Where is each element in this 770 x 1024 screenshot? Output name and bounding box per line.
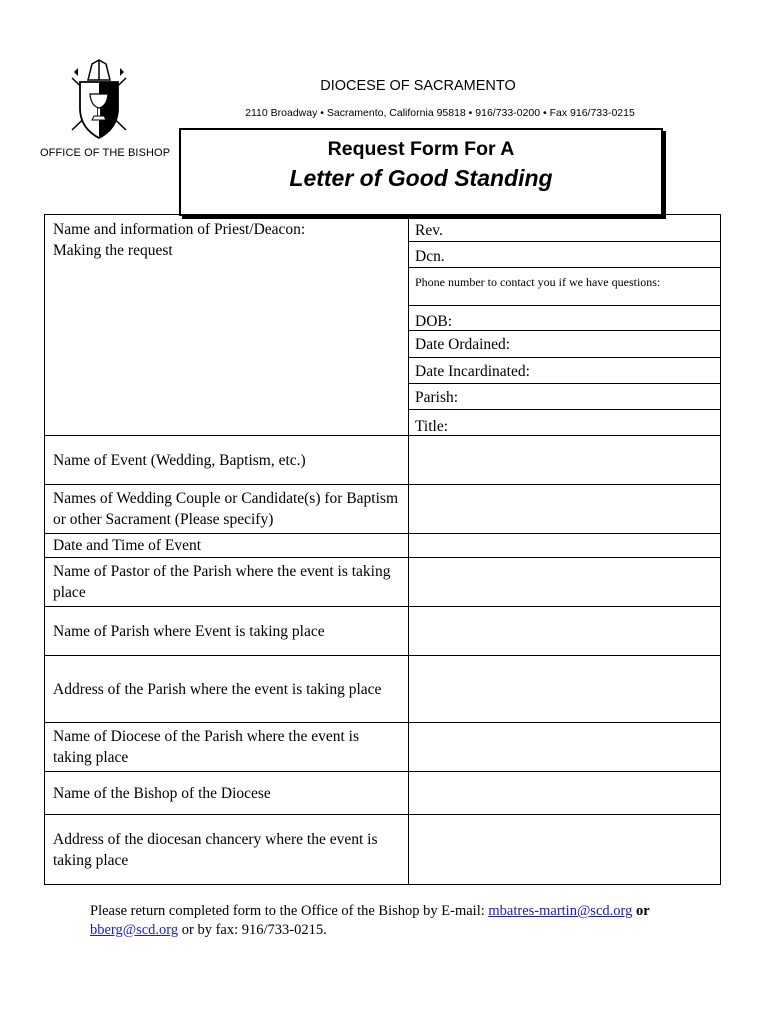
form-row-label: Name of Event (Wedding, Baptism, etc.) xyxy=(45,436,409,485)
parish-field[interactable]: Parish: xyxy=(409,384,720,410)
form-row-label: Date and Time of Event xyxy=(45,534,409,558)
requester-label-cell xyxy=(45,215,409,436)
form-row-label: Name of Pastor of the Parish where the event is taking place xyxy=(45,558,409,607)
diocese-crest-logo xyxy=(66,58,132,142)
footer-text-before: Please return completed form to the Office of the Bishop by E-mail: xyxy=(90,903,489,919)
requester-label-line2: Making the request xyxy=(53,242,173,259)
dob-field[interactable]: DOB: xyxy=(409,306,720,331)
request-form-table xyxy=(44,214,721,885)
email-link-bberg[interactable]: bberg@scd.org xyxy=(90,922,179,938)
phone-field[interactable]: Phone number to contact you if we have questions: xyxy=(409,268,720,306)
form-row-label: Address of the Parish where the event is taking place xyxy=(45,656,409,723)
form-row-input[interactable] xyxy=(409,558,721,607)
form-row-input[interactable] xyxy=(409,815,721,885)
footer-or: or xyxy=(632,903,650,919)
form-row xyxy=(45,485,721,534)
form-row xyxy=(45,723,721,772)
form-row-input[interactable] xyxy=(409,436,721,485)
form-row xyxy=(45,534,721,558)
date-incardinated-field[interactable]: Date Incardinated: xyxy=(409,358,720,384)
office-label: OFFICE OF THE BISHOP xyxy=(40,147,171,159)
form-row-input[interactable] xyxy=(409,534,721,558)
form-row-label: Name of the Bishop of the Diocese xyxy=(45,772,409,815)
dcn-field[interactable]: Dcn. xyxy=(409,242,720,268)
title-field[interactable]: Title: xyxy=(415,418,449,435)
rev-field[interactable]: Rev. xyxy=(409,215,720,242)
form-row-input[interactable] xyxy=(409,772,721,815)
form-row xyxy=(45,607,721,656)
date-ordained-field[interactable]: Date Ordained: xyxy=(409,331,720,358)
footer-text-after: or by fax: 916/733-0215. xyxy=(178,922,327,938)
form-row-label: Name of Diocese of the Parish where the event is taking place xyxy=(45,723,409,772)
title-box xyxy=(179,128,663,216)
email-link-mbatres[interactable]: mbatres-martin@scd.org xyxy=(488,903,633,919)
diocese-name: DIOCESE OF SACRAMENTO xyxy=(320,78,516,94)
diocese-address: 2110 Broadway • Sacramento, California 95818 • 916/733-0200 • Fax 916/733-0215 xyxy=(245,107,635,119)
form-row-input[interactable] xyxy=(409,607,721,656)
form-row xyxy=(45,656,721,723)
form-row xyxy=(45,436,721,485)
requester-label-line1: Name and information of Priest/Deacon: xyxy=(53,221,306,238)
form-row-label: Names of Wedding Couple or Candidate(s) for Baptism or other Sacrament (Please specify) xyxy=(45,485,409,534)
form-row-input[interactable] xyxy=(409,723,721,772)
form-row-input[interactable] xyxy=(409,485,721,534)
return-instructions xyxy=(90,902,690,940)
form-row xyxy=(45,558,721,607)
form-row-label: Name of Parish where Event is taking place xyxy=(45,607,409,656)
form-row xyxy=(45,772,721,815)
form-row xyxy=(45,815,721,885)
requester-row xyxy=(45,215,721,436)
form-title-line2: Letter of Good Standing xyxy=(289,165,553,191)
form-title-line1: Request Form For A xyxy=(327,138,515,160)
requester-fields-cell xyxy=(409,215,721,436)
form-row-input[interactable] xyxy=(409,656,721,723)
form-row-label: Address of the diocesan chancery where the event is taking place xyxy=(45,815,409,885)
